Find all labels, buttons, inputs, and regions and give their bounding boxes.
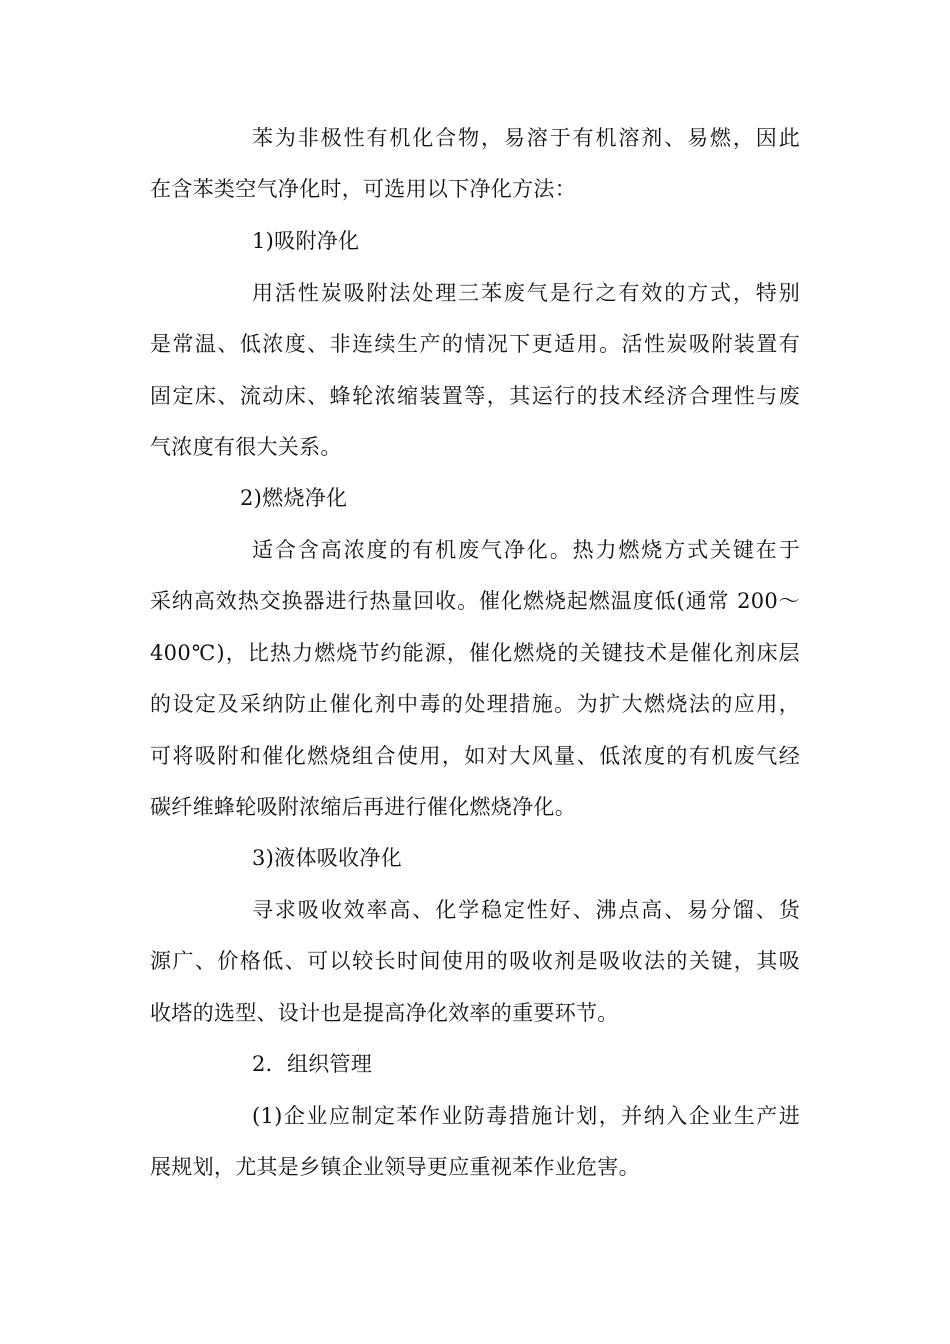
paragraph-combustion-line-4: 的设定及采纳防止催化剂中毒的处理措施。为扩大燃烧法的应用， (150, 692, 800, 716)
heading-adsorption: 1)吸附净化 (252, 229, 360, 253)
heading-organization-management: 2．组织管理 (252, 1052, 373, 1076)
paragraph-management-line-2: 展规划，尤其是乡镇企业领导更应重视苯作业危害。 (150, 1155, 640, 1179)
paragraph-intro-line-1: 苯为非极性有机化合物，易溶于有机溶剂、易燃，因此 (252, 126, 800, 150)
paragraph-combustion-line-5: 可将吸附和催化燃烧组合使用，如对大风量、低浓度的有机废气经 (150, 744, 800, 768)
heading-liquid-absorption: 3)液体吸收净化 (252, 846, 402, 870)
paragraph-absorption-line-3: 收塔的选型、设计也是提高净化效率的重要环节。 (150, 1001, 619, 1025)
paragraph-combustion-line-6: 碳纤维蜂轮吸附浓缩后再进行催化燃烧净化。 (150, 795, 576, 819)
paragraph-intro-line-2: 在含苯类空气净化时，可选用以下净化方法： (150, 177, 576, 201)
paragraph-adsorption-line-1: 用活性炭吸附法处理三苯废气是行之有效的方式，特别 (252, 281, 800, 305)
paragraph-adsorption-line-2: 是常温、低浓度、非连续生产的情况下更适用。活性炭吸附装置有 (150, 332, 800, 356)
paragraph-combustion-line-2: 采纳高效热交换器进行热量回收。催化燃烧起燃温度低(通常 200～ (150, 589, 800, 613)
paragraph-combustion-line-1: 适合含高浓度的有机废气净化。热力燃烧方式关键在于 (252, 538, 800, 562)
paragraph-combustion-line-3: 400℃)，比热力燃烧节约能源，催化燃烧的关键技术是催化剂床层 (150, 641, 800, 665)
paragraph-adsorption-line-4: 气浓度有很大关系。 (150, 435, 342, 459)
heading-combustion: 2)燃烧净化 (240, 486, 348, 510)
paragraph-absorption-line-1: 寻求吸收效率高、化学稳定性好、沸点高、易分馏、货 (252, 898, 800, 922)
paragraph-absorption-line-2: 源广、价格低、可以较长时间使用的吸收剂是吸收法的关键，其吸 (150, 949, 800, 973)
paragraph-management-line-1: (1)企业应制定苯作业防毒措施计划，并纳入企业生产进 (252, 1104, 800, 1128)
paragraph-adsorption-line-3: 固定床、流动床、蜂轮浓缩装置等，其运行的技术经济合理性与废 (150, 384, 800, 408)
